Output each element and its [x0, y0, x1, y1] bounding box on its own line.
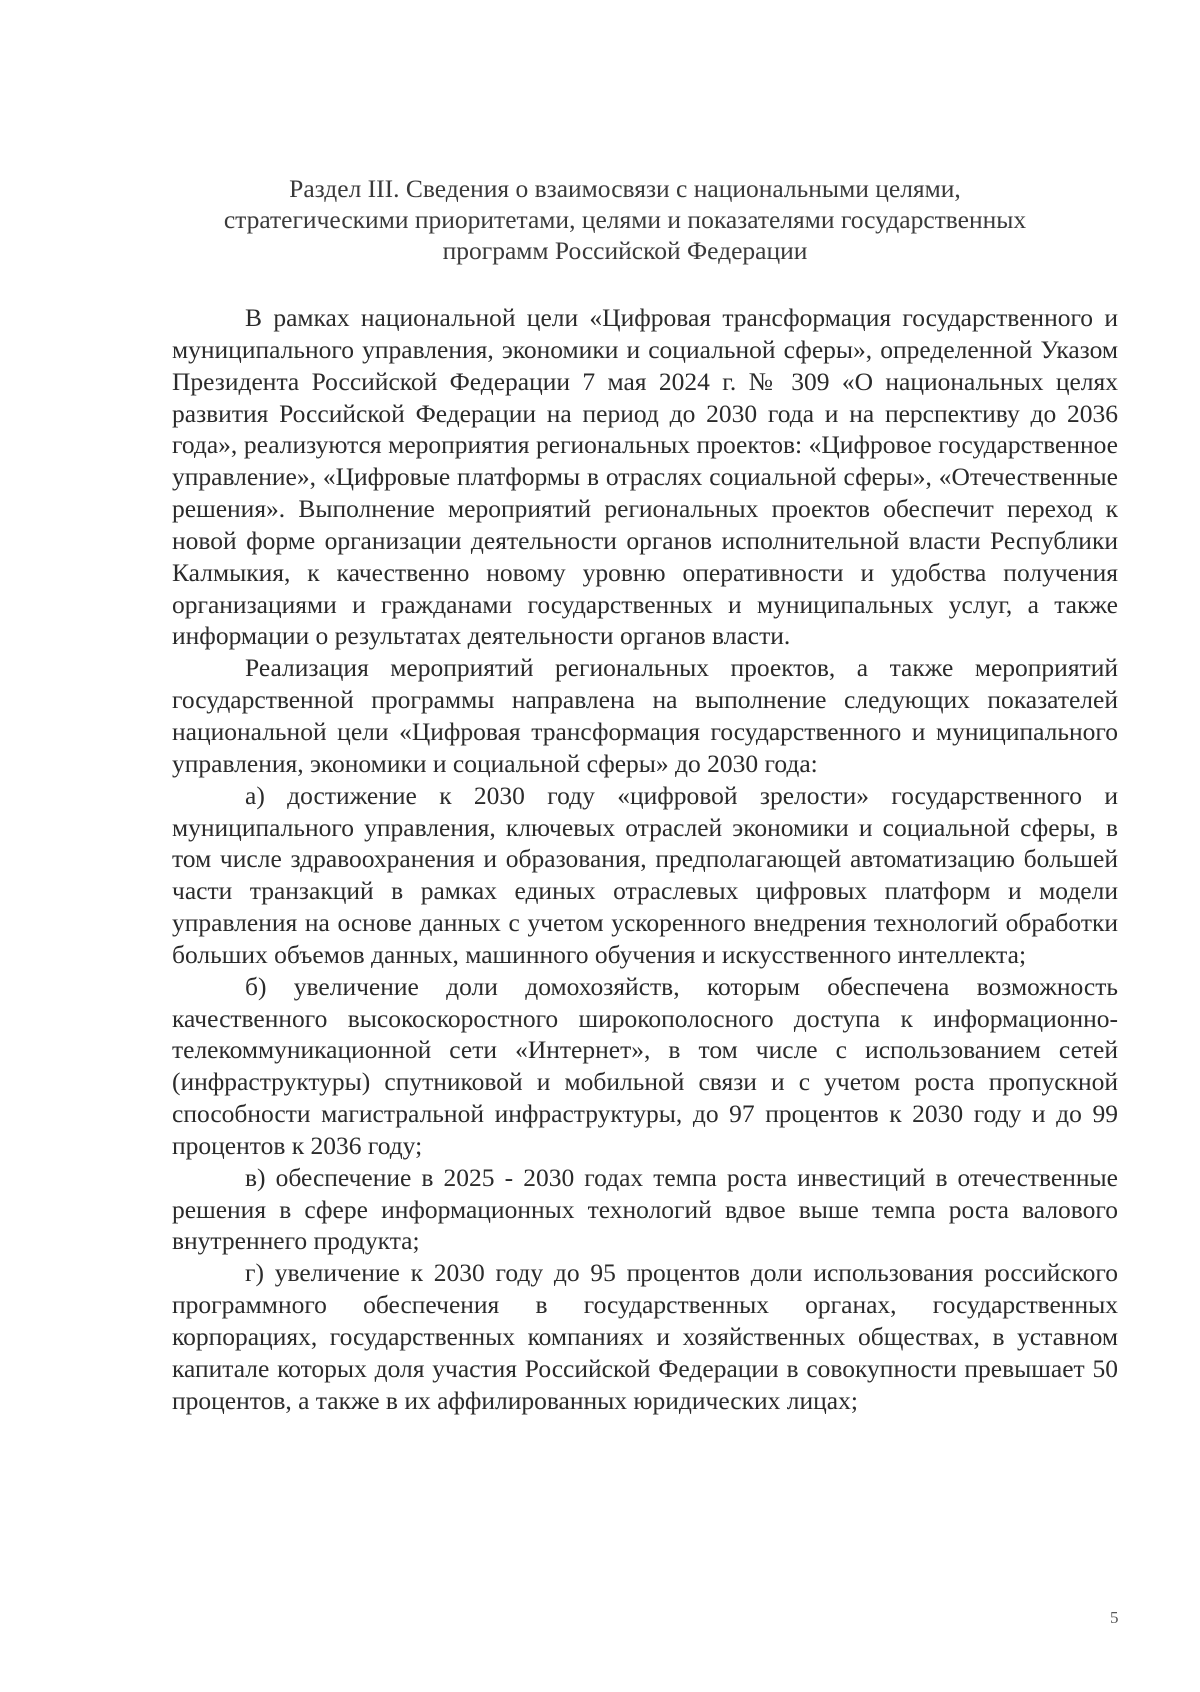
section-heading — [160, 173, 1090, 266]
paragraph-indicators-intro: Реализация мероприятий региональных проектов, а также мероприятий государственной программы направлена на выполнение следующих показателей национальной цели «Цифровая трансформация государственного и муниципального управления, экономики и социальной сферы» до 2030 года: — [172, 653, 1118, 778]
section-heading-line-3: программ Российской Федерации — [442, 236, 808, 265]
list-item-v: в) обеспечение в 2025 - 2030 годах темпа роста инвестиций в отечественные решения в сфере информационных технологий вдвое выше темпа роста валового внутреннего продукта; — [172, 1162, 1118, 1256]
paragraph-national-goal: В рамках национальной цели «Цифровая трансформация государственного и муниципального управления, экономики и социальной сферы», определенной Указом Президента Российской Федерации 7 мая 2024 г. № 309 «О национальных целях развития Российской Федерации на период до 2030 года и на перспективу до 2036 года», реализуются мероприятия региональных проектов: «Цифровое государственное управление», «Цифровые платформы в отраслях социальной сферы», «Отечественные решения». Выполнение мероприятий региональных проектов обеспечит переход к новой форме организации деятельности органов исполнительной власти Республики Калмыкия, к качественно новому уровню оперативности и удобства получения организациями и гражданами государственных и муниципальных услуг, а также информации о результатах деятельности органов власти. — [172, 303, 1118, 651]
list-item-g: г) увеличение к 2030 году до 95 процентов доли использования российского программного обеспечения в государственных органах, государственных корпорациях, государственных компаниях и хозяйственных обществах, в уставном капитале которых доля участия Российской Федерации в совокупности превышает 50 процентов, а также в их аффилированных юридических лицах; — [172, 1258, 1118, 1415]
list-item-a: а) достижение к 2030 году «цифровой зрелости» государственного и муниципального управления, ключевых отраслей экономики и социальной сферы, в том числе здравоохранения и образования, предполагающей автоматизацию большей части транзакций в рамках единых отраслевых цифровых платформ и модели управления на основе данных с учетом ускоренного внедрения технологий обработки больших объемов данных, машинного обучения и искусственного интеллекта; — [172, 780, 1118, 969]
list-item-b: б) увеличение доли домохозяйств, которым обеспечена возможность качественного высокоскоростного широкополосного доступа к информационно-телекоммуникационной сети «Интернет», в том числе с использованием сетей (инфраструктуры) спутниковой и мобильной связи и с учетом роста пропускной способности магистральной инфраструктуры, до 97 процентов к 2030 году и до 99 процентов к 2036 году; — [172, 971, 1118, 1160]
document-body — [172, 302, 1118, 1417]
page-number: 5 — [1110, 1608, 1119, 1627]
section-heading-line-1: Раздел III. Сведения о взаимосвязи с национальными целями, — [289, 174, 961, 203]
section-heading-line-2: стратегическими приоритетами, целями и показателями государственных — [223, 205, 1027, 234]
